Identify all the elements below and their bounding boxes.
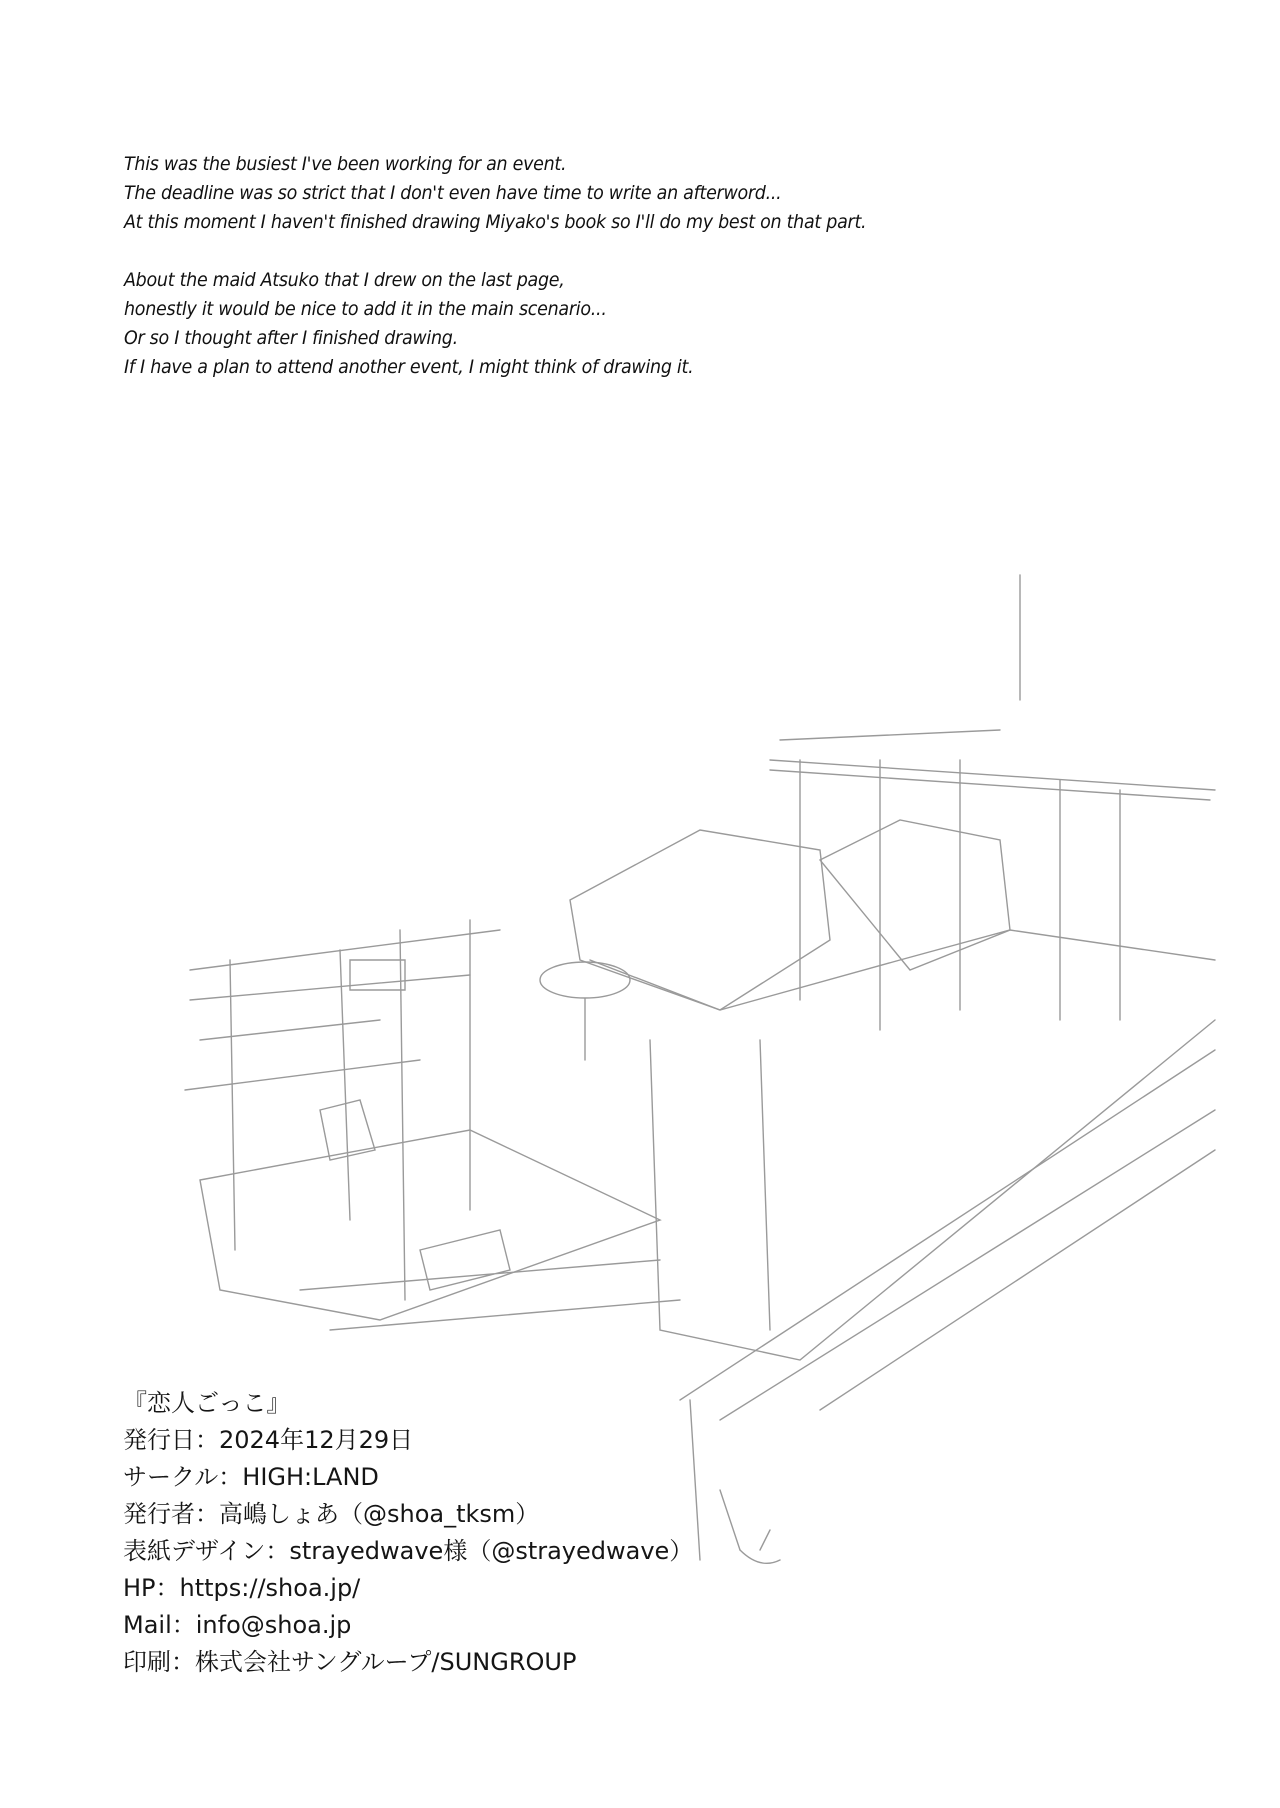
afterword-line: If I have a plan to attend another event, I might think of drawing it. — [124, 356, 694, 378]
publisher: 発行者：高嶋しょあ（@shoa_tksm） — [123, 1500, 540, 1528]
afterword-line: honestly it would be nice to add it in the main scenario... — [124, 298, 607, 320]
publication-date: 発行日：2024年12月29日 — [123, 1426, 414, 1454]
circle-name: サークル：HIGH:LAND — [123, 1463, 379, 1491]
colophon — [123, 1385, 693, 1681]
afterword-line: Or so I thought after I finished drawing. — [124, 327, 458, 349]
printer: 印刷：株式会社サングループ/SUNGROUP — [123, 1648, 577, 1676]
mail-address: Mail：info@shoa.jp — [123, 1611, 352, 1639]
homepage-link: HP：https://shoa.jp/ — [123, 1574, 361, 1602]
afterword-line: This was the busiest I've been working for an event. — [124, 153, 567, 175]
book-title: 『恋人ごっこ』 — [123, 1389, 291, 1417]
cover-design: 表紙デザイン：strayedwave様（@strayedwave） — [123, 1537, 694, 1565]
afterword-line: At this moment I haven't finished drawing Miyako's book so I'll do my best on that part. — [124, 211, 867, 233]
afterword-line: The deadline was so strict that I don't even have time to write an afterword... — [124, 182, 782, 204]
afterword-line: About the maid Atsuko that I drew on the last page, — [124, 269, 565, 291]
